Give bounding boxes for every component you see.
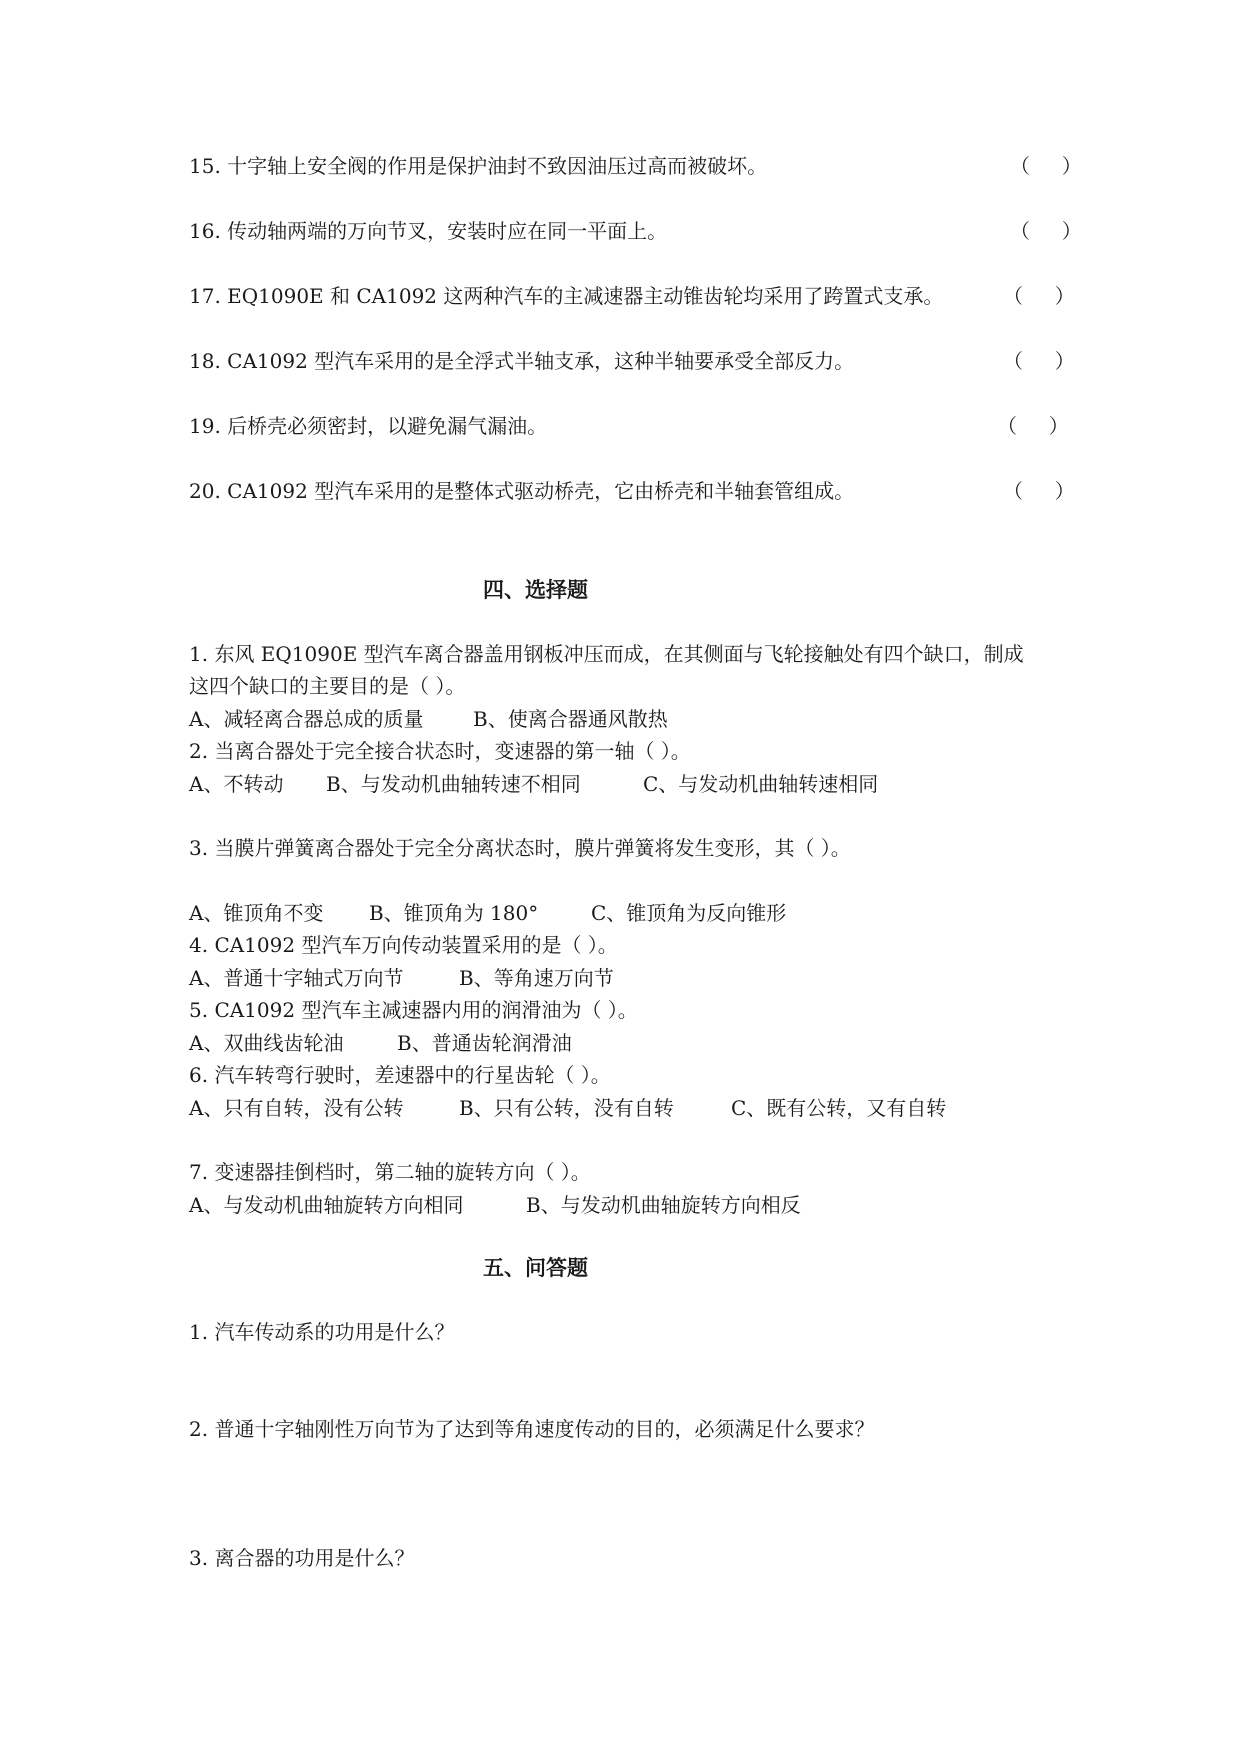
choice-q7-option-a[interactable]: A、与发动机曲轴旋转方向相同 bbox=[189, 1193, 464, 1217]
choice-q1-option-a[interactable]: A、减轻离合器总成的质量 bbox=[189, 707, 424, 731]
choice-q4-option-a[interactable]: A、普通十字轴式万向节 bbox=[189, 966, 404, 990]
choice-q3: 3. 当膜片弹簧离合器处于完全分离状态时，膜片弹簧将发生变形，其（ ）。 bbox=[189, 836, 851, 860]
answer-paren-15[interactable]: （ ） bbox=[1010, 154, 1082, 178]
choice-q6-option-b[interactable]: B、只有公转，没有自转 bbox=[459, 1096, 674, 1120]
choice-q5-option-a[interactable]: A、双曲线齿轮油 bbox=[189, 1031, 344, 1055]
choice-q2-option-c[interactable]: C、与发动机曲轴转速相同 bbox=[643, 772, 879, 796]
judge-item-19: 19. 后桥壳必须密封，以避免漏气漏油。 bbox=[189, 414, 548, 438]
choice-q3-option-c[interactable]: C、锥顶角为反向锥形 bbox=[591, 901, 787, 925]
choice-q6-option-a[interactable]: A、只有自转，没有公转 bbox=[189, 1096, 404, 1120]
answer-paren-19[interactable]: （ ） bbox=[997, 414, 1069, 438]
choice-q3-option-a[interactable]: A、锥顶角不变 bbox=[189, 901, 324, 925]
choice-q1-options bbox=[189, 705, 668, 733]
choice-q5: 5. CA1092 型汽车主减速器内用的润滑油为（ ）。 bbox=[189, 998, 638, 1022]
choice-q7: 7. 变速器挂倒档时，第二轴的旋转方向（ ）。 bbox=[189, 1160, 591, 1184]
section-4-title: 四、选择题 bbox=[483, 578, 588, 602]
choice-q6: 6. 汽车转弯行驶时，差速器中的行星齿轮（ ）。 bbox=[189, 1063, 611, 1087]
judge-item-20: 20. CA1092 型汽车采用的是整体式驱动桥壳，它由桥壳和半轴套管组成。 bbox=[189, 479, 855, 503]
choice-q2-options bbox=[189, 770, 878, 798]
choice-q2-option-a[interactable]: A、不转动 bbox=[189, 772, 284, 796]
choice-q3-option-b[interactable]: B、锥顶角为 180° bbox=[369, 901, 539, 925]
choice-q4-option-b[interactable]: B、等角速万向节 bbox=[459, 966, 614, 990]
choice-q4: 4. CA1092 型汽车万向传动装置采用的是（ ）。 bbox=[189, 933, 618, 957]
judge-item-16: 16. 传动轴两端的万向节叉，安装时应在同一平面上。 bbox=[189, 219, 668, 243]
answer-paren-16[interactable]: （ ） bbox=[1010, 219, 1082, 243]
choice-q5-options bbox=[189, 1029, 572, 1057]
choice-q1-line1: 1. 东风 EQ1090E 型汽车离合器盖用钢板冲压而成，在其侧面与飞轮接触处有四个缺口，制成 bbox=[189, 642, 1024, 666]
judge-item-15: 15. 十字轴上安全阀的作用是保护油封不致因油压过高而被破坏。 bbox=[189, 154, 768, 178]
choice-q2: 2. 当离合器处于完全接合状态时，变速器的第一轴（ ）。 bbox=[189, 739, 691, 763]
choice-q1-option-b[interactable]: B、使离合器通风散热 bbox=[473, 707, 668, 731]
choice-q1-line2: 这四个缺口的主要目的是（ ）。 bbox=[189, 674, 466, 698]
choice-q3-options bbox=[189, 899, 786, 927]
qa-q2: 2. 普通十字轴刚性万向节为了达到等角速度传动的目的，必须满足什么要求？ bbox=[189, 1417, 875, 1441]
judge-item-18: 18. CA1092 型汽车采用的是全浮式半轴支承，这种半轴要承受全部反力。 bbox=[189, 349, 855, 373]
answer-paren-18[interactable]: （ ） bbox=[1003, 349, 1075, 373]
choice-q2-option-b[interactable]: B、与发动机曲轴转速不相同 bbox=[326, 772, 581, 796]
choice-q6-options bbox=[189, 1094, 946, 1122]
choice-q4-options bbox=[189, 964, 614, 992]
choice-q6-option-c[interactable]: C、既有公转，又有自转 bbox=[731, 1096, 947, 1120]
answer-paren-20[interactable]: （ ） bbox=[1003, 479, 1075, 503]
answer-paren-17[interactable]: （ ） bbox=[1003, 284, 1075, 308]
choice-q7-option-b[interactable]: B、与发动机曲轴旋转方向相反 bbox=[526, 1193, 801, 1217]
choice-q5-option-b[interactable]: B、普通齿轮润滑油 bbox=[397, 1031, 572, 1055]
qa-q3: 3. 离合器的功用是什么？ bbox=[189, 1546, 415, 1570]
section-5-title: 五、问答题 bbox=[483, 1256, 588, 1280]
choice-q7-options bbox=[189, 1191, 801, 1219]
qa-q1: 1. 汽车传动系的功用是什么？ bbox=[189, 1320, 455, 1344]
judge-item-17: 17. EQ1090E 和 CA1092 这两种汽车的主减速器主动锥齿轮均采用了跨置式支承。 bbox=[189, 284, 944, 308]
